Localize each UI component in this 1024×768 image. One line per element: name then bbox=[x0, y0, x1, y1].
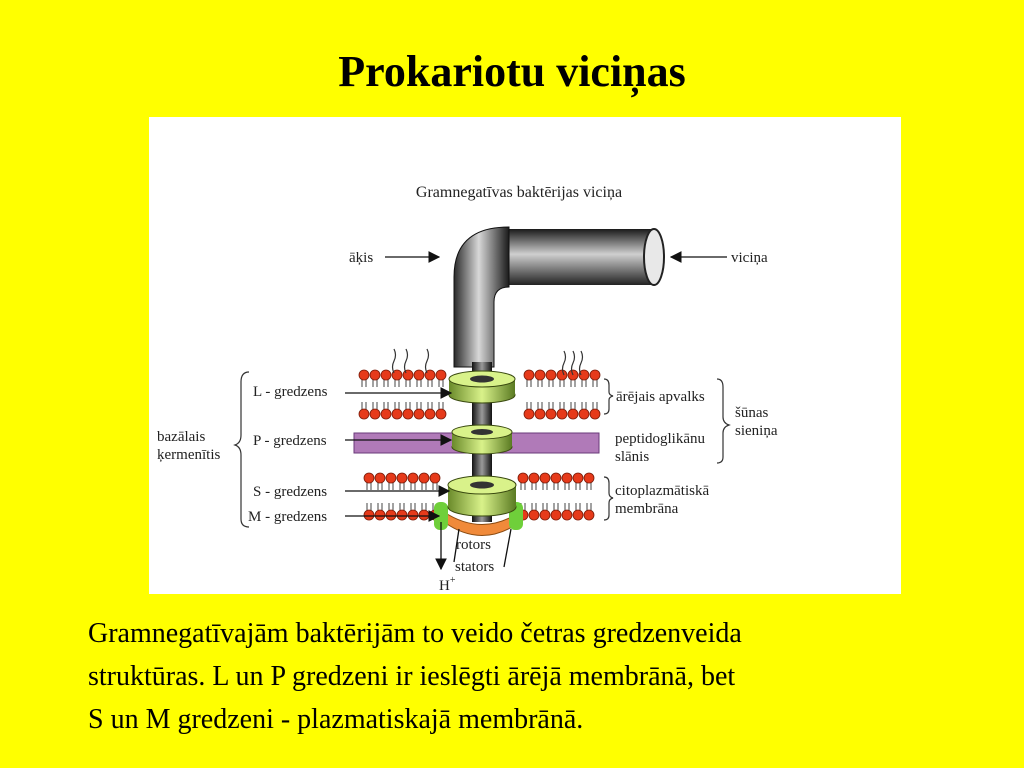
s-ring bbox=[448, 476, 516, 516]
m-ring-label: M - gredzens bbox=[248, 509, 328, 525]
proton-label: H+ bbox=[439, 575, 456, 594]
caption-line-3: S un M gredzeni - plazmatiskajā membrānā. bbox=[88, 704, 584, 735]
rotor-label: rotors bbox=[456, 537, 491, 553]
stator-label: stators bbox=[455, 559, 495, 575]
peptidoglycan-label-1: peptidoglikānu bbox=[615, 431, 705, 447]
outer-membrane-label: ārējais apvalks bbox=[616, 389, 705, 405]
cytoplasmic-bracket bbox=[604, 477, 613, 520]
filament bbox=[494, 229, 664, 285]
basal-body-label-2: ķermenītis bbox=[157, 447, 221, 463]
p-ring bbox=[452, 425, 512, 454]
diagram-title: Gramnegatīvas baktērijas viciņa bbox=[415, 184, 623, 201]
s-ring-label: S - gredzens bbox=[253, 484, 328, 500]
slide-title: Prokariotu viciņas bbox=[338, 47, 686, 96]
stator-pointer bbox=[504, 529, 511, 567]
basal-body-bracket bbox=[235, 372, 249, 527]
peptidoglycan-label-2: slānis bbox=[615, 449, 650, 465]
l-ring bbox=[449, 371, 515, 403]
cell-wall-label-1: šūnas bbox=[735, 405, 769, 421]
caption-line-2: struktūras. L un P gredzeni ir ieslēgti ārējā membrānā, bet bbox=[88, 661, 736, 692]
l-ring-label: L - gredzens bbox=[253, 384, 328, 400]
p-ring-label: P - gredzens bbox=[253, 433, 327, 449]
filament-label: viciņa bbox=[731, 250, 768, 266]
hook-label: āķis bbox=[349, 250, 374, 266]
hook bbox=[454, 227, 509, 367]
flagellum-diagram bbox=[149, 117, 901, 594]
basal-body-label-1: bazālais bbox=[157, 429, 206, 445]
cell-wall-label-2: sieniņa bbox=[735, 423, 778, 439]
caption bbox=[88, 612, 988, 741]
outer-membrane-bracket bbox=[604, 379, 613, 414]
caption-line-1: Gramnegatīvajām baktērijām to veido četras gredzenveida bbox=[88, 618, 742, 649]
cell-wall-bracket bbox=[717, 379, 729, 463]
cytoplasmic-label-2: membrāna bbox=[615, 501, 679, 517]
cytoplasmic-label-1: citoplazmātiskā bbox=[615, 483, 710, 499]
